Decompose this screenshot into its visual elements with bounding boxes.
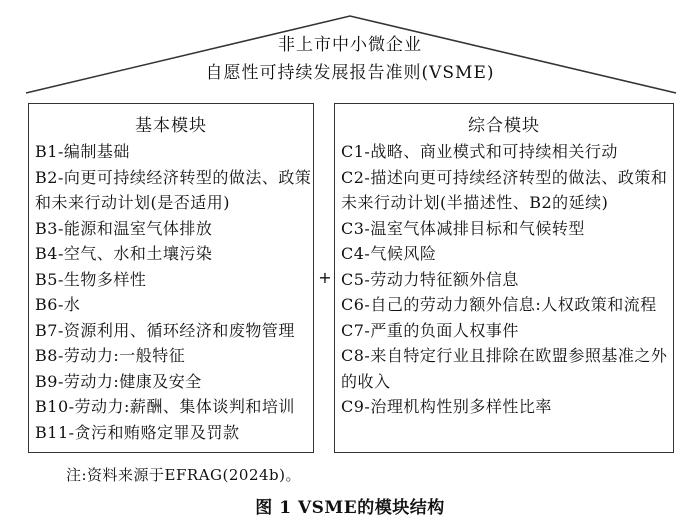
comprehensive-modules-box bbox=[334, 103, 674, 453]
roof-title-line2: 自愿性可持续发展报告准则(VSME) bbox=[205, 63, 495, 83]
module-item-b7: B7-资源利用、循环经济和废物管理 bbox=[35, 320, 295, 340]
module-item-b4: B4-空气、水和土壤污染 bbox=[35, 244, 213, 263]
module-item-c6: C6-自己的劳动力额外信息:人权政策和流程 bbox=[341, 295, 657, 314]
comprehensive-modules-list bbox=[335, 139, 673, 420]
module-item-c8: C8-来自特定行业且排除在欧盟参照基准之外的收入 bbox=[341, 346, 668, 391]
source-note: 注:资料来源于EFRAG(2024b)。 bbox=[66, 466, 302, 484]
comprehensive-modules-title: 综合模块 bbox=[468, 116, 540, 136]
basic-modules-box bbox=[28, 103, 314, 453]
module-item-b10: B10-劳动力:薪酬、集体谈判和培训 bbox=[35, 397, 295, 416]
module-item-c2: C2-描述向更可持续经济转型的做法、政策和未来行动计划(半描述性、B2的延续) bbox=[341, 167, 668, 212]
module-item-b3: B3-能源和温室气体排放 bbox=[35, 218, 213, 238]
module-item-c3: C3-温室气体减排目标和气候转型 bbox=[341, 218, 585, 238]
module-item-b8: B8-劳动力:一般特征 bbox=[35, 346, 186, 365]
roof-title-line1: 非上市中小微企业 bbox=[278, 35, 422, 55]
module-item-c4: C4-气候风险 bbox=[341, 244, 437, 263]
module-item-c1: C1-战略、商业模式和可持续相关行动 bbox=[341, 142, 618, 161]
module-item-b9: B9-劳动力:健康及安全 bbox=[35, 371, 202, 391]
module-item-c7: C7-严重的负面人权事件 bbox=[341, 320, 519, 340]
module-item-b5: B5-生物多样性 bbox=[35, 269, 147, 289]
plus-connector: + bbox=[318, 268, 332, 287]
module-item-b2: B2-向更可持续经济转型的做法、政策和未来行动计划(是否适用) bbox=[35, 167, 312, 212]
module-item-b11: B11-贪污和贿赂定罪及罚款 bbox=[35, 422, 240, 442]
basic-modules-title: 基本模块 bbox=[135, 116, 207, 136]
module-item-b6: B6-水 bbox=[35, 295, 81, 314]
basic-modules-list bbox=[29, 139, 313, 445]
module-item-c9: C9-治理机构性别多样性比率 bbox=[341, 397, 552, 416]
figure-caption: 图 1 VSME的模块结构 bbox=[255, 498, 445, 518]
module-item-c5: C5-劳动力特征额外信息 bbox=[341, 269, 519, 289]
module-item-b1: B1-编制基础 bbox=[35, 142, 130, 161]
